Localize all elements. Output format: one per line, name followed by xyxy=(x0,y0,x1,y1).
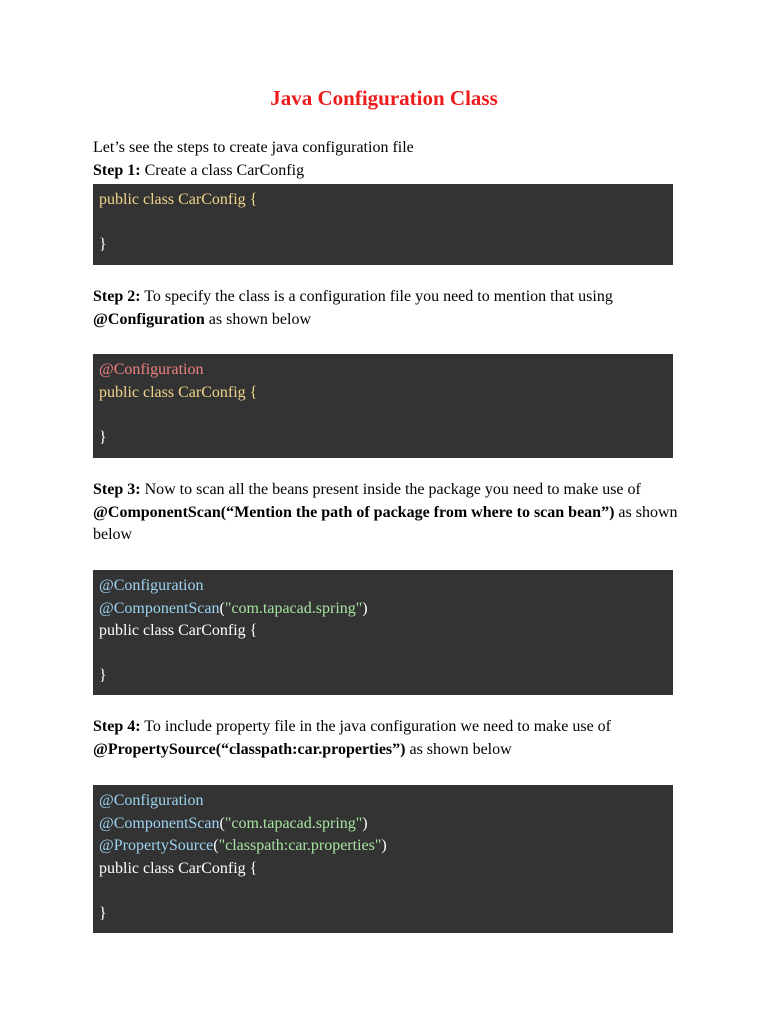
code-line xyxy=(99,903,667,926)
code-brace-close: } xyxy=(99,236,107,253)
code-annotation: @ComponentScan xyxy=(99,599,220,617)
code-brace-open: { xyxy=(245,191,258,208)
code-line xyxy=(99,382,667,405)
code-annotation: @Configuration xyxy=(99,577,204,594)
code-line xyxy=(99,359,667,382)
code-paren: ( xyxy=(213,837,219,854)
step3-text: Now to scan all the beans present inside the package you need to make use of xyxy=(140,481,641,498)
code-line xyxy=(99,790,667,813)
step3-label: Step 3: xyxy=(93,481,141,498)
code-line xyxy=(99,575,667,598)
code-keyword: public class xyxy=(99,191,179,208)
step4-paragraph xyxy=(93,716,683,761)
code-paren: ) xyxy=(362,814,368,832)
step1-text: Create a class CarConfig xyxy=(140,161,305,179)
code-brace-close: } xyxy=(99,428,107,446)
code-annotation: @ComponentScan xyxy=(99,814,220,832)
code-annotation: @PropertySource xyxy=(99,837,214,854)
code-line xyxy=(99,813,667,836)
code-brace-open: { xyxy=(245,383,258,401)
step4-code-block xyxy=(93,785,673,933)
step1-paragraph xyxy=(93,160,683,183)
code-line xyxy=(99,620,667,643)
step2-text: To specify the class is a configuration file you need to mention that using xyxy=(140,288,613,305)
step4-label: Step 4: xyxy=(93,718,141,735)
step4-bold: @PropertySource(“classpath:car.properties”) xyxy=(93,740,406,758)
page-title: Java Configuration Class xyxy=(270,86,498,110)
step2-paragraph xyxy=(93,286,683,331)
code-annotation: @Configuration xyxy=(99,792,204,809)
code-brace-close: } xyxy=(99,667,107,684)
step1-code-block xyxy=(93,184,673,265)
code-class-name: CarConfig xyxy=(178,383,246,401)
code-declaration: public class CarConfig { xyxy=(99,859,258,877)
step3-paragraph xyxy=(93,479,683,547)
intro-text: Let’s see the steps to create java configuration file xyxy=(93,139,414,156)
code-brace-close: } xyxy=(99,904,107,922)
step3-code-block xyxy=(93,570,673,695)
code-line xyxy=(99,665,667,688)
step1-label: Step 1: xyxy=(93,161,141,179)
code-line xyxy=(99,858,667,881)
code-paren: ) xyxy=(381,837,387,854)
code-string: "classpath:car.properties" xyxy=(218,837,382,854)
code-string: "com.tapacad.spring" xyxy=(224,814,363,832)
code-paren: ( xyxy=(219,599,225,617)
intro-paragraph xyxy=(93,137,683,182)
code-class-name: CarConfig xyxy=(178,191,246,208)
code-line xyxy=(99,189,667,212)
code-declaration: public class CarConfig { xyxy=(99,622,258,639)
step3-bold: @ComponentScan(“Mention the path of package from where to scan bean”) xyxy=(93,503,615,521)
code-line xyxy=(99,234,667,257)
code-line-empty xyxy=(99,404,667,427)
code-keyword: public class xyxy=(99,383,179,401)
code-annotation: @Configuration xyxy=(99,361,204,378)
code-line-empty xyxy=(99,643,667,666)
step4-text-end: as shown below xyxy=(405,740,512,758)
code-line-empty xyxy=(99,212,667,235)
step2-bold: @Configuration xyxy=(93,310,205,328)
code-line xyxy=(99,598,667,621)
code-paren: ) xyxy=(362,599,368,617)
step3-text-end: as shown below xyxy=(93,503,678,543)
step2-label: Step 2: xyxy=(93,288,141,305)
code-line-empty xyxy=(99,880,667,903)
step4-text: To include property file in the java configuration we need to make use of xyxy=(140,718,611,735)
code-line xyxy=(99,427,667,450)
code-line xyxy=(99,835,667,858)
step2-code-block xyxy=(93,354,673,458)
code-string: "com.tapacad.spring" xyxy=(224,599,363,617)
code-paren: ( xyxy=(219,814,225,832)
step2-text-end: as shown below xyxy=(204,310,311,328)
